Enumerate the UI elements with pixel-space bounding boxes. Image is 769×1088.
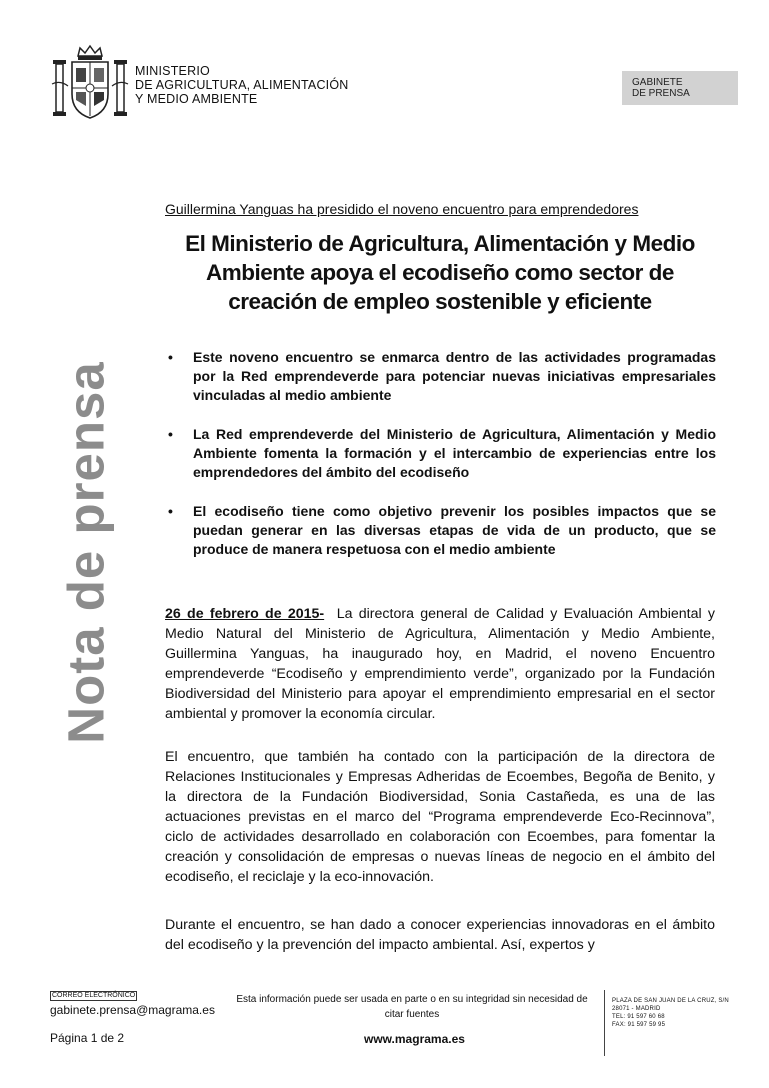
department-box [622, 71, 738, 105]
footer-divider [604, 990, 605, 1056]
bullet-icon: • [168, 349, 173, 365]
highlight-text: El ecodiseño tiene como objetivo prevenir los posibles impactos que se puedan generar en las diversas etapas de vida de un producto, que se produce de manera respetuosa con el medio ambiente [193, 503, 716, 557]
website-link[interactable]: www.magrama.es [364, 1032, 465, 1046]
address-line: TEL: 91 597 60 68 [612, 1014, 665, 1020]
address-line: 28071 - MADRID [612, 1006, 661, 1012]
highlight-text: La Red emprendeverde del Ministerio de Agricultura, Alimentación y Medio Ambiente fomenta la formación y el intercambio de experiencias entre los emprendedores del ámbito del ecodiseño [193, 426, 716, 480]
subtitle: Guillermina Yanguas ha presidido el noveno encuentro para emprendedores [165, 201, 639, 217]
ministry-line: Y MEDIO AMBIENTE [135, 92, 258, 106]
page-number: Página 1 de 2 [50, 1031, 125, 1045]
department-line: GABINETE [632, 77, 683, 88]
bullet-icon: • [168, 503, 173, 519]
highlight-item [168, 348, 716, 405]
highlight-text: Este noveno encuentro se enmarca dentro de las actividades programadas por la Red emprendeverde para potenciar nuevas iniciativas empresariales vinculadas al medio ambiente [193, 349, 716, 403]
press-release-side-label [56, 360, 116, 744]
email-address[interactable]: gabinete.prensa@magrama.es [50, 1003, 215, 1017]
side-label-text: Nota de prensa [57, 360, 115, 744]
dateline: 26 de febrero de 2015- [165, 606, 325, 622]
body-paragraph [165, 604, 715, 724]
email-label: CORREO ELECTRÓNICO [52, 992, 136, 999]
department-line: DE PRENSA [632, 88, 690, 99]
paragraph-text: La directora general de Calidad y Evaluación Ambiental y Medio Natural del Ministerio de Agricultura, Alimentación y Medio Ambiente, Guillermina Yanguas, ha inaugurado hoy, en Madrid, el noveno Encuentro emprendeverde “Ecodiseño y emprendimiento verde”, organizado por la Fundación Biodiversidad del Ministerio para apoyar el emprendimiento empresarial en el sector ambiental y promover la economía circular. [165, 606, 715, 722]
address-line: PLAZA DE SAN JUAN DE LA CRUZ, S/N [612, 998, 729, 1004]
highlight-item [168, 502, 716, 559]
highlights-list [168, 348, 716, 579]
highlight-item [168, 425, 716, 482]
ministry-name [135, 64, 349, 106]
body-paragraph: El encuentro, que también ha contado con la participación de la directora de Relaciones Institucionales y Empresas Adheridas de Ecoembes, Begoña de Benito, y la directora de la Fundación Biodiversidad, Sonia Castañeda, es una de las actuaciones previstas en el marco del “Programa emprendeverde Eco-Recinnova”, ciclo de actividades desarrollado en colaboración con Ecoembes, para fomentar la creación y consolidación de empresas o nuevas líneas de negocio en el ámbito del ecodiseño, el reciclaje y la eco-innovación. [165, 749, 715, 885]
address-line: FAX: 91 597 59 95 [612, 1022, 666, 1028]
usage-note: Esta información puede ser usada en parte o en su integridad sin necesidad de citar fuentes [236, 994, 588, 1020]
postal-address [612, 997, 729, 1029]
ministry-line: MINISTERIO [135, 64, 210, 78]
coat-of-arms-logo [50, 44, 130, 122]
ministry-line: DE AGRICULTURA, ALIMENTACIÓN [135, 78, 349, 92]
body-paragraph: Durante el encuentro, se han dado a conocer experiencias innovadoras en el ámbito del ecodiseño y la prevención del impacto ambiental. Así, expertos y [165, 917, 715, 953]
headline: El Ministerio de Agricultura, Alimentación y Medio Ambiente apoya el ecodiseño como sector de creación de empleo sostenible y eficiente [185, 231, 695, 314]
bullet-icon: • [168, 426, 173, 442]
